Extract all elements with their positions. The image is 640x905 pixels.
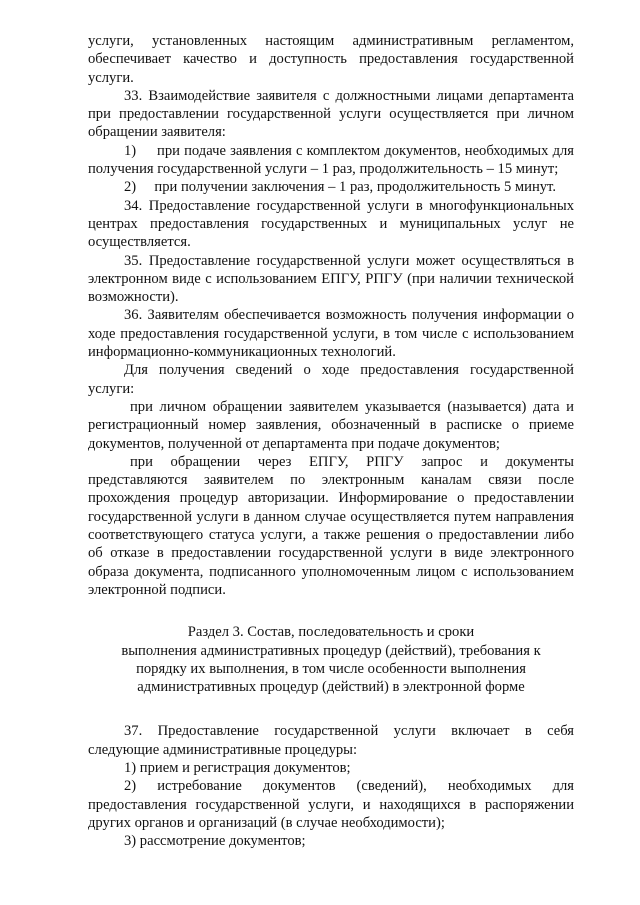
paragraph-36: 36. Заявителям обеспечивается возможность получения информации о ходе предоставления государственной услуги, в том числе с использованием информационно-коммуникационных технологий. xyxy=(88,307,574,361)
paragraph-37-item-2: 2) истребование документов (сведений), необходимых для предоставления государственной услуги, и находящихся в распоряжении других органов и организаций (в случае необходимости); xyxy=(88,778,574,831)
document-page xyxy=(88,32,574,850)
paragraph-36-personal: при личном обращении заявителем указывается (называется) дата и регистрационный номер заявления, обозначенный в расписке о приеме документов, полученной от департамента при подаче документов; xyxy=(88,398,574,452)
paragraph-37: 37. Предоставление государственной услуги включает в себя следующие административные процедуры: xyxy=(88,723,574,758)
section-title-line-3: порядку их выполнения, в том числе особенности выполнения xyxy=(136,660,526,677)
section-title-line-4: административных процедур (действий) в электронной форме xyxy=(137,679,525,696)
paragraph-37-item-3: 3) рассмотрение документов; xyxy=(124,833,306,850)
paragraph-34: 34. Предоставление государственной услуги в многофункциональных центрах предоставления государственных и муниципальных услуг не осуществляется. xyxy=(88,197,574,251)
paragraph-37-item-1: 1) прием и регистрация документов; xyxy=(124,759,351,776)
section-3-title xyxy=(88,623,574,696)
section-title-line-2: выполнения административных процедур (действий), требования к xyxy=(121,642,541,659)
paragraph-35: 35. Предоставление государственной услуги может осуществляться в электронном виде с использованием ЕПГУ, РПГУ (при наличии технической возможности). xyxy=(88,252,574,306)
paragraph-33-item-2: 2) при получении заключения – 1 раз, продолжительность 5 минут. xyxy=(124,179,556,196)
paragraph-36-electronic: при обращении через ЕПГУ, РПГУ запрос и документы представляются заявителем по электронным каналам связи после прохождения процедур авторизации. Информирование о предоставлении государственной услуги в данном случае осуществляется путем направления соответствующего статуса услуги, а также решения о предоставлении либо об отказе в предоставлении государственной услуги в виде электронного образа документа, подписанного уполномоченным лицом с использованием электронной подписи. xyxy=(88,453,574,598)
paragraph-continuation: услуги, установленных настоящим административным регламентом, обеспечивает качество и доступность предоставления государственной услуги. xyxy=(88,33,574,86)
paragraph-33-item-1: 1) при подаче заявления с комплектом документов, необходимых для получения государственной услуги – 1 раз, продолжительность – 15 минут; xyxy=(88,142,574,178)
section-title-line-1: Раздел 3. Состав, последовательность и сроки xyxy=(187,624,475,641)
paragraph-33: 33. Взаимодействие заявителя с должностными лицами департамента при предоставлении государственной услуги осуществляется при личном обращении заявителя: xyxy=(88,87,574,141)
paragraph-36-intro: Для получения сведений о ходе предоставления государственной услуги: xyxy=(88,362,574,397)
